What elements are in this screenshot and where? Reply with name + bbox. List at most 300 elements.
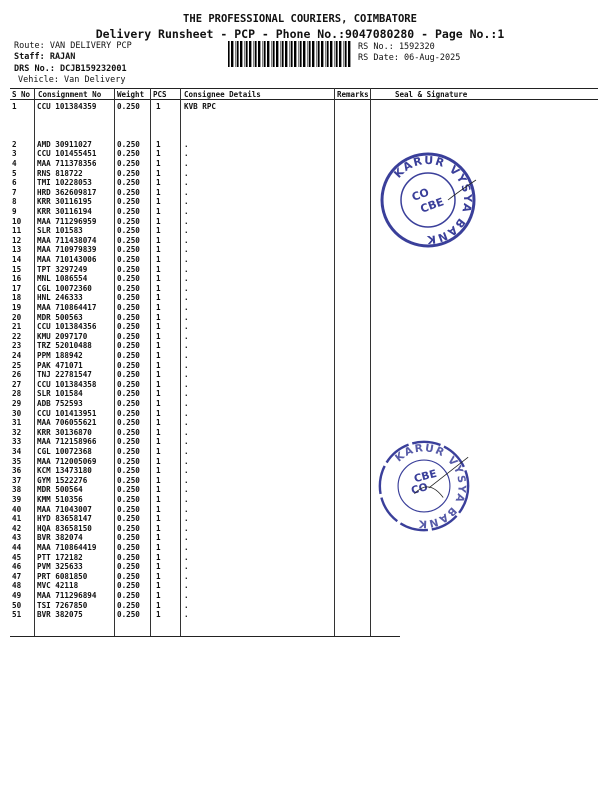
row-weight: 0.250 — [117, 283, 140, 293]
row-pcs: 1 — [156, 235, 161, 245]
row-weight: 0.250 — [117, 264, 140, 274]
row-consignee: . — [184, 504, 189, 514]
row-sno: 43 — [12, 533, 22, 543]
row-pcs: 1 — [156, 399, 161, 408]
row-sno: 48 — [12, 581, 22, 591]
row-consignee: . — [184, 456, 189, 466]
row-weight: 0.250 — [117, 341, 140, 351]
row-pcs: 1 — [156, 197, 161, 207]
row-sno: 46 — [12, 562, 22, 572]
row-sno: 10 — [12, 216, 22, 226]
row-consignment: CCU 101384358 — [37, 379, 97, 389]
row-sno: 37 — [12, 475, 22, 485]
table-row — [0, 485, 600, 495]
row-pcs: 1 — [156, 447, 161, 456]
row-consignee: . — [184, 379, 189, 389]
row-consignee: . — [184, 399, 189, 408]
row-consignee: . — [184, 475, 189, 485]
row-consignment: HQA 83658150 — [37, 523, 92, 533]
row-pcs: 1 — [156, 495, 161, 504]
table-header-border — [10, 99, 598, 100]
row-consignee: . — [184, 447, 189, 456]
row-consignee: . — [184, 571, 189, 581]
row-weight: 0.250 — [117, 495, 140, 504]
row-consignment: HYD 83658147 — [37, 514, 92, 524]
row-sno: 38 — [12, 485, 22, 495]
row-consignee: . — [184, 543, 189, 552]
table-bottom-border — [10, 636, 400, 637]
row-sno: 12 — [12, 235, 22, 245]
row-consignment: CCU 101384356 — [37, 322, 97, 332]
table-row — [0, 601, 600, 611]
table-row — [0, 428, 600, 438]
row-consignment: MDR 500563 — [37, 312, 83, 322]
row-sno: 41 — [12, 514, 22, 524]
row-consignee: . — [184, 168, 189, 178]
row-pcs: 1 — [156, 562, 161, 572]
row-sno: 30 — [12, 408, 22, 418]
row-consignee: . — [184, 159, 189, 168]
row-weight: 0.250 — [117, 207, 140, 216]
row-consignee: . — [184, 370, 189, 380]
row-weight: 0.250 — [117, 408, 140, 418]
row-pcs: 1 — [156, 178, 161, 188]
table-row — [0, 610, 600, 620]
row-consignment: CGL 10072360 — [37, 283, 92, 293]
row-consignment: SLR 101584 — [37, 389, 83, 399]
table-row — [0, 197, 600, 207]
row-consignee: . — [184, 591, 189, 600]
row-consignment: TMI 10228053 — [37, 178, 92, 188]
bank-stamp-1 — [378, 150, 478, 250]
row-consignee: . — [184, 178, 189, 188]
row-consignment: MDR 500564 — [37, 485, 83, 495]
table-row — [0, 351, 600, 361]
row-consignment: HRD 362609817 — [37, 187, 97, 197]
row-sno: 7 — [12, 187, 17, 197]
table-row — [0, 505, 600, 515]
row-consignment: MAA 706055621 — [37, 418, 97, 428]
row-sno: 9 — [12, 207, 17, 216]
table-row — [0, 533, 600, 543]
table-row — [0, 284, 600, 294]
row-consignment: PVM 325633 — [37, 562, 83, 572]
row-pcs: 1 — [156, 331, 161, 341]
row-consignee: . — [184, 610, 189, 620]
row-pcs: 1 — [156, 207, 161, 216]
bank-stamp-2 — [376, 438, 472, 534]
row-consignee: . — [184, 485, 189, 495]
row-sno: 36 — [12, 466, 22, 476]
row-consignment: TPT 3297249 — [37, 264, 88, 274]
row-weight: 0.250 — [117, 504, 140, 514]
row-consignee: . — [184, 312, 189, 322]
row-consignee: . — [184, 322, 189, 332]
row-consignee: . — [184, 389, 189, 399]
row-sno: 6 — [12, 178, 17, 188]
table-row — [0, 380, 600, 390]
row-consignment: TRZ 52010488 — [37, 341, 92, 351]
row-pcs: 1 — [156, 274, 161, 284]
row-consignment: KCM 13473180 — [37, 466, 92, 476]
col-header-consignment: Consignment No — [38, 90, 102, 99]
row-weight: 0.250 — [117, 226, 140, 236]
table-row — [0, 457, 600, 467]
row-pcs: 1 — [156, 418, 161, 428]
row-consignee: . — [184, 351, 189, 360]
runsheet-title: Delivery Runsheet - PCP - Phone No.:9047080280 - Page No.:1 — [95, 27, 505, 41]
row-weight: 0.250 — [117, 389, 140, 399]
row-consignment: MAA 710864417 — [37, 303, 97, 312]
row-consignment: AMD 30911027 — [37, 139, 92, 149]
row-weight: 0.250 — [117, 533, 140, 543]
row-consignment: PPM 188942 — [37, 351, 83, 360]
row-weight: 0.250 — [117, 475, 140, 485]
row-consignee: . — [184, 581, 189, 591]
row-sno: 13 — [12, 245, 22, 255]
row-pcs: 1 — [156, 600, 161, 610]
table-row — [0, 102, 600, 112]
row-consignee: . — [184, 600, 189, 610]
row-sno: 34 — [12, 447, 22, 456]
row-consignee: . — [184, 226, 189, 236]
row-consignment: MAA 71043007 — [37, 504, 92, 514]
row-sno: 15 — [12, 264, 22, 274]
row-consignment: GYM 1522276 — [37, 475, 88, 485]
row-pcs: 1 — [156, 389, 161, 399]
row-weight: 0.250 — [117, 360, 140, 370]
row-pcs: 1 — [156, 370, 161, 380]
row-weight: 0.250 — [117, 379, 140, 389]
table-row — [0, 245, 600, 255]
row-weight: 0.250 — [117, 552, 140, 562]
row-pcs: 1 — [156, 427, 161, 437]
row-consignment: CGL 10072368 — [37, 447, 92, 456]
row-weight: 0.250 — [117, 543, 140, 552]
row-pcs: 1 — [156, 610, 161, 620]
row-pcs: 1 — [156, 264, 161, 274]
col-header-seal: Seal & Signature — [395, 90, 468, 99]
row-pcs: 1 — [156, 139, 161, 149]
row-weight: 0.250 — [117, 370, 140, 380]
row-sno: 51 — [12, 610, 22, 620]
row-pcs: 1 — [156, 322, 161, 332]
row-pcs: 1 — [156, 533, 161, 543]
row-consignee: . — [184, 418, 189, 428]
table-row — [0, 178, 600, 188]
row-consignee: . — [184, 264, 189, 274]
row-sno: 24 — [12, 351, 22, 360]
table-row — [0, 322, 600, 332]
row-pcs: 1 — [156, 514, 161, 524]
row-consignee: . — [184, 207, 189, 216]
row-weight: 0.250 — [117, 351, 140, 360]
row-sno: 32 — [12, 427, 22, 437]
row-sno: 21 — [12, 322, 22, 332]
table-row — [0, 361, 600, 371]
row-consignment: MNL 1086554 — [37, 274, 88, 284]
row-sno: 50 — [12, 600, 22, 610]
table-row — [0, 581, 600, 591]
row-weight: 0.250 — [117, 187, 140, 197]
row-weight: 0.250 — [117, 139, 140, 149]
row-consignment: ADB 752593 — [37, 399, 83, 408]
stamp-center-top: CO — [410, 185, 431, 204]
row-consignee: . — [184, 523, 189, 533]
table-row — [0, 466, 600, 476]
row-pcs: 1 — [156, 571, 161, 581]
row-consignee: . — [184, 360, 189, 370]
row-pcs: 1 — [156, 591, 161, 600]
row-weight: 0.250 — [117, 197, 140, 207]
stamp-ring-text: KARUR VYSYA BANK — [391, 153, 475, 247]
row-consignee: . — [184, 427, 189, 437]
col-header-remarks: Remarks — [337, 90, 369, 99]
table-row — [0, 591, 600, 601]
row-pcs: 1 — [156, 226, 161, 236]
row-consignee: . — [184, 149, 189, 159]
row-pcs: 1 — [156, 255, 161, 264]
row-pcs: 1 — [156, 187, 161, 197]
table-row — [0, 514, 600, 524]
row-consignment: MAA 712005069 — [37, 456, 97, 466]
row-sno: 26 — [12, 370, 22, 380]
row-pcs: 1 — [156, 303, 161, 312]
row-sno: 2 — [12, 139, 17, 149]
row-weight: 0.250 — [117, 245, 140, 255]
row-sno: 31 — [12, 418, 22, 428]
row-consignment: KRR 30116195 — [37, 197, 92, 207]
row-consignee: . — [184, 255, 189, 264]
barcode — [228, 41, 352, 67]
table-row — [0, 149, 600, 159]
row-weight: 0.250 — [117, 610, 140, 620]
row-pcs: 1 — [156, 341, 161, 351]
row-consignee: . — [184, 408, 189, 418]
row-sno: 1 — [12, 102, 17, 111]
row-pcs: 1 — [156, 245, 161, 255]
row-pcs: 1 — [156, 293, 161, 303]
table-row — [0, 303, 600, 313]
table-row — [0, 236, 600, 246]
table-row — [0, 188, 600, 198]
row-consignment: BVR 382074 — [37, 533, 83, 543]
row-pcs: 1 — [156, 466, 161, 476]
row-consignment: MVC 42118 — [37, 581, 79, 591]
row-consignment: HNL 246333 — [37, 293, 83, 303]
row-consignment: KMU 2097170 — [37, 331, 88, 341]
row-consignment: MAA 711296959 — [37, 216, 97, 226]
row-weight: 0.250 — [117, 466, 140, 476]
row-consignment: PTT 172182 — [37, 552, 83, 562]
row-consignee: . — [184, 283, 189, 293]
row-consignee: . — [184, 552, 189, 562]
table-row — [0, 495, 600, 505]
row-weight: 0.250 — [117, 149, 140, 159]
row-consignee: . — [184, 533, 189, 543]
row-consignee: . — [184, 293, 189, 303]
row-consignment: CCU 101413951 — [37, 408, 97, 418]
row-consignee: . — [184, 562, 189, 572]
row-pcs: 1 — [156, 437, 161, 447]
row-sno: 20 — [12, 312, 22, 322]
row-weight: 0.250 — [117, 312, 140, 322]
row-consignment: TSI 7267850 — [37, 600, 88, 610]
row-consignee: KVB RPC — [184, 102, 217, 111]
table-row — [0, 255, 600, 265]
row-consignment: CCU 101384359 — [37, 102, 97, 111]
row-sno: 42 — [12, 523, 22, 533]
row-sno: 39 — [12, 495, 22, 504]
row-weight: 0.250 — [117, 562, 140, 572]
table-row — [0, 418, 600, 428]
row-consignment: CCU 101455451 — [37, 149, 97, 159]
row-consignee: . — [184, 245, 189, 255]
row-weight: 0.250 — [117, 331, 140, 341]
row-weight: 0.250 — [117, 485, 140, 495]
table-row — [0, 476, 600, 486]
row-consignee: . — [184, 331, 189, 341]
table-row — [0, 265, 600, 275]
row-consignment: TNJ 22781547 — [37, 370, 92, 380]
row-pcs: 1 — [156, 351, 161, 360]
row-sno: 18 — [12, 293, 22, 303]
row-sno: 40 — [12, 504, 22, 514]
row-pcs: 1 — [156, 504, 161, 514]
row-consignee: . — [184, 495, 189, 504]
row-sno: 5 — [12, 168, 17, 178]
row-weight: 0.250 — [117, 591, 140, 600]
row-consignee: . — [184, 274, 189, 284]
table-row — [0, 159, 600, 169]
row-pcs: 1 — [156, 543, 161, 552]
row-consignment: BVR 382075 — [37, 610, 83, 620]
row-sno: 23 — [12, 341, 22, 351]
row-weight: 0.250 — [117, 600, 140, 610]
row-pcs: 1 — [156, 159, 161, 168]
row-sno: 17 — [12, 283, 22, 293]
row-sno: 33 — [12, 437, 22, 447]
table-row — [0, 447, 600, 457]
table-row — [0, 553, 600, 563]
col-header-pcs: PCS — [153, 90, 167, 99]
row-weight: 0.250 — [117, 293, 140, 303]
row-consignment: SLR 101583 — [37, 226, 83, 236]
row-consignee: . — [184, 235, 189, 245]
row-sno: 49 — [12, 591, 22, 600]
table-row — [0, 207, 600, 217]
row-pcs: 1 — [156, 379, 161, 389]
row-consignee: . — [184, 341, 189, 351]
row-weight: 0.250 — [117, 514, 140, 524]
row-weight: 0.250 — [117, 418, 140, 428]
row-weight: 0.250 — [117, 571, 140, 581]
staff-label: Staff: RAJAN — [14, 52, 76, 62]
row-weight: 0.250 — [117, 216, 140, 226]
table-row — [0, 217, 600, 227]
row-pcs: 1 — [156, 581, 161, 591]
row-pcs: 1 — [156, 216, 161, 226]
row-pcs: 1 — [156, 168, 161, 178]
row-consignee: . — [184, 514, 189, 524]
stamp-center-bottom: CBE — [412, 467, 439, 486]
row-consignment: MAA 712158966 — [37, 437, 97, 447]
table-row — [0, 169, 600, 179]
row-weight: 0.250 — [117, 168, 140, 178]
table-row — [0, 274, 600, 284]
row-sno: 45 — [12, 552, 22, 562]
row-consignee: . — [184, 437, 189, 447]
table-row — [0, 524, 600, 534]
rs-date: RS Date: 06-Aug-2025 — [358, 53, 461, 63]
row-weight: 0.250 — [117, 456, 140, 466]
table-row — [0, 399, 600, 409]
row-consignment: RNS 818722 — [37, 168, 83, 178]
row-sno: 35 — [12, 456, 22, 466]
company-title: THE PROFESSIONAL COURIERS, COIMBATORE — [183, 13, 417, 25]
table-row — [0, 332, 600, 342]
row-sno: 16 — [12, 274, 22, 284]
table-row — [0, 341, 600, 351]
row-pcs: 1 — [156, 552, 161, 562]
row-consignment: MAA 710864419 — [37, 543, 97, 552]
table-row — [0, 313, 600, 323]
row-pcs: 1 — [156, 475, 161, 485]
row-weight: 0.250 — [117, 581, 140, 591]
stamp-center-bottom: CBE — [418, 195, 446, 216]
table-row — [0, 437, 600, 447]
table-row — [0, 409, 600, 419]
row-sno: 47 — [12, 571, 22, 581]
row-consignment: PRT 6081850 — [37, 571, 88, 581]
row-pcs: 1 — [156, 102, 161, 111]
row-consignee: . — [184, 466, 189, 476]
row-consignee: . — [184, 197, 189, 207]
row-weight: 0.250 — [117, 178, 140, 188]
row-pcs: 1 — [156, 283, 161, 293]
row-sno: 27 — [12, 379, 22, 389]
row-weight: 0.250 — [117, 399, 140, 408]
row-consignment: MAA 710143006 — [37, 255, 97, 264]
row-sno: 22 — [12, 331, 22, 341]
row-weight: 0.250 — [117, 235, 140, 245]
stamp-center-top: CO — [409, 481, 430, 498]
col-header-weight: Weight — [117, 90, 145, 99]
table-row — [0, 562, 600, 572]
row-consignee: . — [184, 216, 189, 226]
row-sno: 4 — [12, 159, 17, 168]
row-sno: 14 — [12, 255, 22, 264]
row-weight: 0.250 — [117, 159, 140, 168]
row-sno: 19 — [12, 303, 22, 312]
row-weight: 0.250 — [117, 274, 140, 284]
row-pcs: 1 — [156, 360, 161, 370]
row-pcs: 1 — [156, 523, 161, 533]
row-sno: 8 — [12, 197, 17, 207]
row-sno: 25 — [12, 360, 22, 370]
row-consignee: . — [184, 187, 189, 197]
row-consignment: MAA 710979839 — [37, 245, 97, 255]
row-consignee: . — [184, 139, 189, 149]
row-consignment: MAA 711378356 — [37, 159, 97, 168]
table-top-border — [10, 88, 598, 89]
row-sno: 29 — [12, 399, 22, 408]
route-label: Route: VAN DELIVERY PCP — [14, 41, 132, 51]
row-pcs: 1 — [156, 485, 161, 495]
row-weight: 0.250 — [117, 523, 140, 533]
table-row — [0, 543, 600, 553]
row-pcs: 1 — [156, 408, 161, 418]
